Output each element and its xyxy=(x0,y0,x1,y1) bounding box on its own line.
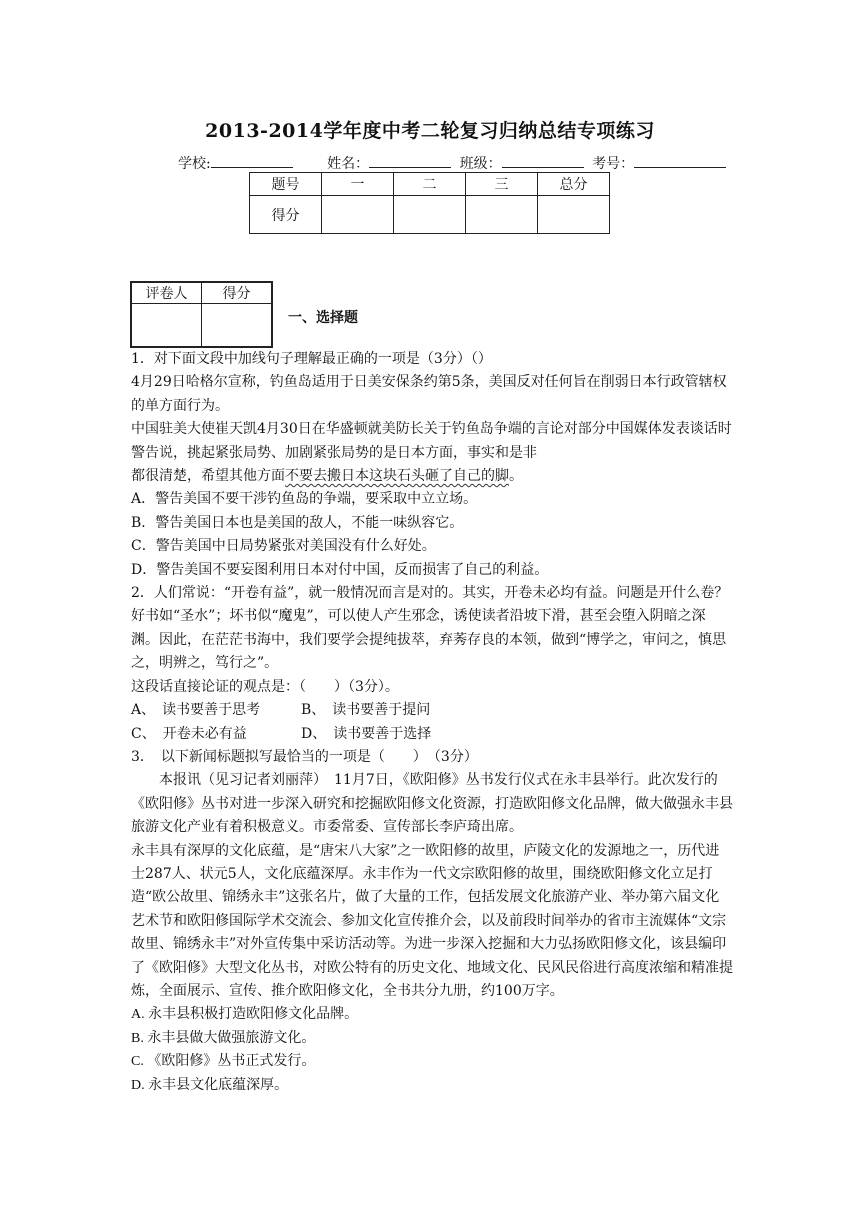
questions-body xyxy=(131,348,733,1097)
q3-option: A. 永丰县积极打造欧阳修文化品牌。 xyxy=(131,1007,359,1023)
score-header-cell: 题号 xyxy=(250,173,322,196)
q3-stem: 3． 以下新闻标题拟写最恰当的一项是（ ） （3分） xyxy=(131,748,478,765)
class-label: 班级： xyxy=(459,156,502,172)
exam-number-label: 考号： xyxy=(592,156,635,172)
q3-option: C. 《欧阳修》丛书正式发行。 xyxy=(131,1054,316,1070)
q3-option: D. 永丰县文化底蕴深厚。 xyxy=(131,1077,289,1093)
grader-cell xyxy=(202,304,273,348)
page-title: 2013-2014学年度中考二轮复习归纳总结专项练习 xyxy=(205,120,655,142)
q2-options-row xyxy=(131,723,733,746)
q1-stem: 1．对下面文段中加线句子理解最正确的一项是（3分）（） xyxy=(131,351,492,367)
q1-option: A．警告美国不要干涉钓鱼岛的争端，要采取中立立场。 xyxy=(131,491,478,508)
score-cell xyxy=(538,196,610,234)
underlined-sentence: 不要去搬日本这块石头砸了自己的脚 xyxy=(285,468,509,485)
score-header-cell: 总分 xyxy=(538,173,610,196)
q2-option: B、 读书要善于提问 xyxy=(301,702,431,719)
school-label: 学校: xyxy=(178,156,211,172)
score-row-label: 得分 xyxy=(250,196,322,234)
student-info-line xyxy=(178,153,726,173)
q1-paragraph: 4月29日哈格尔宣称，钓鱼岛适用于日美安保条约第5条，美国反对任何旨在削弱日本行政管辖权的单方面行为。 xyxy=(131,374,727,414)
grader-header-cell: 评卷人 xyxy=(131,282,202,304)
grader-cell xyxy=(131,304,202,348)
q1-option: B．警告美国日本也是美国的敌人，不能一味纵容它。 xyxy=(131,514,464,531)
q2-option: A、 读书要善于思考 xyxy=(131,702,261,719)
score-table xyxy=(249,172,610,234)
q1-paragraph-marked xyxy=(131,465,733,488)
name-blank xyxy=(369,153,451,168)
section-heading: 一、选择题 xyxy=(288,310,358,326)
exam-number-blank xyxy=(634,153,726,168)
q2-stem: 2．人们常说：“开卷有益”，就一般情况而言是对的。其实，开卷未必均有益。问题是开什么卷？好书如“圣水”；坏书似“魔鬼”，可以使人产生邪念，诱使读者沿坡下滑，甚至会堕入阴暗之深渊。因此，在茫茫书海中，我们要学会提纯拔萃，弃莠存良的本领，做到“博学之，审问之，慎思之，明辨之，笃行之”。 xyxy=(131,585,729,672)
grader-header-cell: 得分 xyxy=(202,282,273,304)
q1-text: 都很清楚，希望其他方面 xyxy=(131,468,285,485)
class-blank xyxy=(502,153,584,168)
score-cell xyxy=(394,196,466,234)
q2-ask: 这段话直接论证的观点是：（ ）（3分）。 xyxy=(131,678,399,695)
name-label: 姓名： xyxy=(327,156,370,172)
q3-option: B. 永丰县做大做强旅游文化。 xyxy=(131,1030,316,1046)
q2-options-row xyxy=(131,699,733,722)
school-blank xyxy=(211,153,293,168)
q3-paragraph: 本报讯（见习记者刘丽萍） 11月7日，《欧阳修》丛书发行仪式在永丰县举行。此次发行的《欧阳修》丛书对进一步深入研究和挖掘欧阳修文化资源，打造欧阳修文化品牌，做大做强永丰县旅游文化产业有着积极意义。市委常委、宣传部长李庐琦出席。 xyxy=(131,772,733,836)
q1-text: 。 xyxy=(509,468,523,485)
q1-option: D．警告美国不要妄图利用日本对付中国，反而损害了自己的利益。 xyxy=(131,561,549,578)
grader-table xyxy=(130,281,273,348)
q2-option: C、 开卷未必有益 xyxy=(131,725,247,742)
score-cell xyxy=(322,196,394,234)
score-header-cell: 三 xyxy=(466,173,538,196)
q1-paragraph: 中国驻美大使崔天凯4月30日在华盛顿就美防长关于钓鱼岛争端的言论对部分中国媒体发表谈话时警告说，挑起紧张局势、加剧紧张局势的是日本方面，事实和是非 xyxy=(131,421,732,461)
q2-option: D、 读书要善于选择 xyxy=(301,725,432,742)
score-header-cell: 一 xyxy=(322,173,394,196)
score-header-cell: 二 xyxy=(394,173,466,196)
q3-paragraph: 永丰具有深厚的文化底蕴，是“唐宋八大家”之一欧阳修的故里，庐陵文化的发源地之一，历代进士287人、状元5人，文化底蕴深厚。永丰作为一代文宗欧阳修的故里，围绕欧阳修文化立足打造“欧公故里、锦绣永丰”这张名片，做了大量的工作，包括发展文化旅游产业、举办第六届文化艺术节和欧阳修国际学术交流会、参加文化宣传推介会，以及前段时间举办的省市主流媒体“文宗故里、锦绣永丰”对外宣传集中采访活动等。为进一步深入挖掘和大力弘扬欧阳修文化，该县编印了《欧阳修》大型文化丛书，对欧公特有的历史文化、地域文化、民风民俗进行高度浓缩和精准提炼，全面展示、宣传、推介欧阳修文化，全书共分九册，约100万字。 xyxy=(131,842,733,999)
score-cell xyxy=(466,196,538,234)
q1-option: C．警告美国中日局势紧张对美国没有什么好处。 xyxy=(131,538,436,555)
